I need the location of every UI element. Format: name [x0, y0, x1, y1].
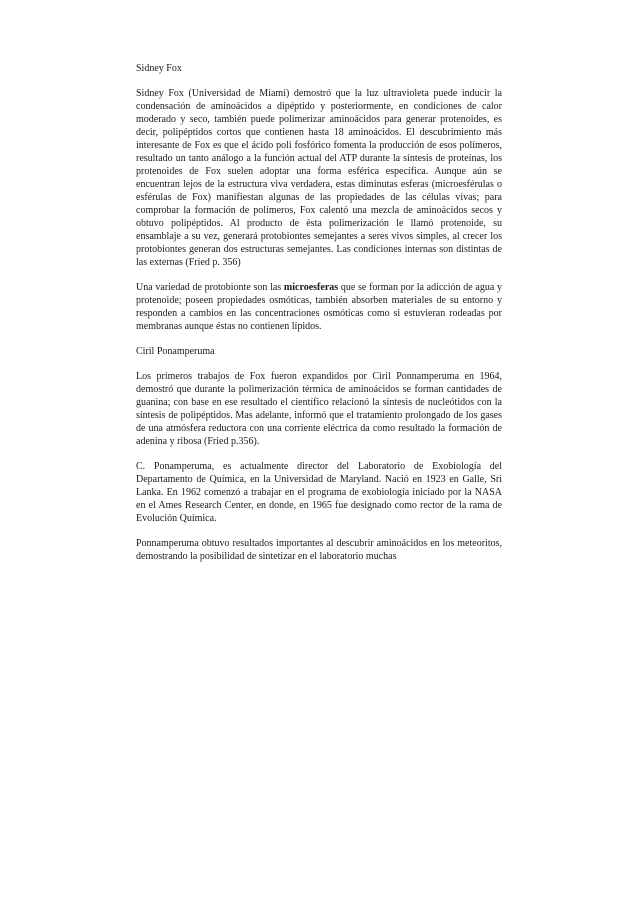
paragraph-meteoritos: Ponnamperuma obtuvo resultados importantes al descubrir aminoácidos en los meteoritos, demostrando la posibilidad de sintetizar en el laboratorio muchas: [136, 538, 502, 562]
paragraph-fox: Sidney Fox (Universidad de Miami) demostró que la luz ultravioleta puede inducir la condensación de aminoácidos a dipéptido y posteriormente, en condiciones de calor moderado y seco, también puede polimerizar aminoácidos para generar protenoides, es decir, polipéptidos cortos que contienen hasta 18 aminoácidos. El descubrimiento más interesante de Fox es que el ácido poli fosfórico fomenta la producción de esos polímeros, resultado un tanto análogo a la función actual del ATP durante la síntesis de proteínas, los protenoides de Fox suelen adoptar una forma esférica específica. Aunque aún se encuentran lejos de la estructura viva verdadera, estas diminutas esferas (microesférulas o esférulas de Fox) manifiestan algunas de las propiedades de las células vivas; para comprobar la formación de polímeros, Fox calentó una mezcla de aminoácidos secos y obtuvo polipéptidos. Al producto de ésta polimerización le llamó protenoide, su ensamblaje a su vez, generará protobiontes semejantes a seres vivos simples, al crecer los protobiontes generan dos estructuras semejantes. Las condiciones internas son distintas de las externas (Fried p. 356): [136, 88, 502, 268]
section-heading-ciril-ponamperuma: Ciril Ponamperuma: [136, 346, 215, 357]
section-heading-sidney-fox: Sidney Fox: [136, 63, 182, 74]
term-microesferas: microesferas: [283, 282, 339, 293]
paragraph-microesferas-text-start: Una variedad de protobionte son las: [136, 282, 284, 293]
paragraph-ciril: Los primeros trabajos de Fox fueron expandidos por Ciril Ponnamperuma en 1964, demostró que durante la polimerización térmica de aminoácidos se forman cantidades de guanina; con base en ese resultado el científico relacionó la síntesis de nucleótidos con la síntesis de polipéptidos. Mas adelante, informó que el tratamiento prolongado de los gases de una atmósfera reductora con una corriente eléctrica da como resultado la formación de adenina y ribosa (Fried p.356).: [136, 371, 502, 447]
document-page: [136, 62, 502, 575]
paragraph-microesferas: [136, 281, 502, 333]
paragraph-biography: C. Ponamperuma, es actualmente director del Laboratorio de Exobiología del Departamento de Química, en la Universidad de Maryland. Nació en 1923 en Galle, Sri Lanka. En 1962 comenzó a trabajar en el programa de exobiología iniciado por la NASA en el Ames Research Center, en donde, en 1965 fue designado como rector de la rama de Evolución Química.: [136, 461, 502, 524]
paragraph-microesferas-text-end: que se forman por la adicción de agua y protenoide; poseen propiedades osmóticas, también absorben materiales de su entorno y responden a cambios en las concentraciones osmóticas como si estuvieran rodeadas por membranas aunque éstas no contienen lípidos.: [136, 282, 502, 332]
